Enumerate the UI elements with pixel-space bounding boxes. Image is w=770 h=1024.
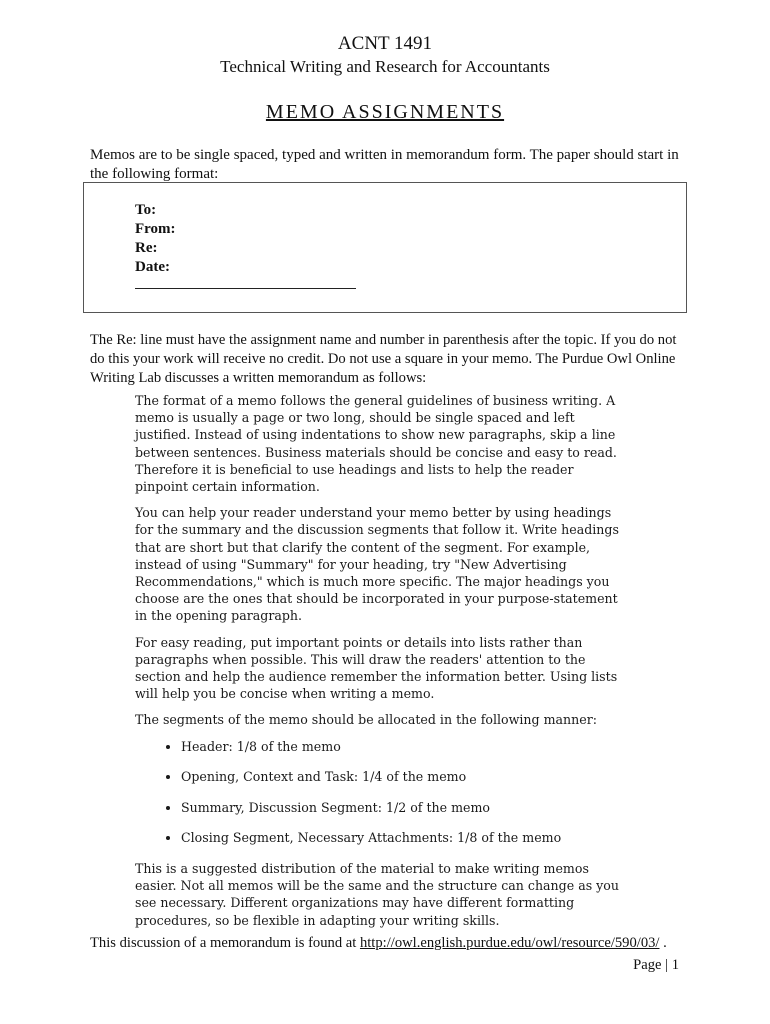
- page-title: MEMO ASSIGNMENTS: [265, 101, 505, 123]
- segment-list: [135, 738, 630, 847]
- re-field-label: Re:: [135, 240, 158, 256]
- reference-prefix: This discussion of a memorandum is found at: [90, 935, 360, 951]
- intro-paragraph: Memos are to be single spaced, typed and written in memorandum form. The paper should start in the following format:: [90, 147, 679, 182]
- re-line-instructions: The Re: line must have the assignment name and number in parenthesis after the topic. If you do not do this your work will receive no credit. Do not use a square in your memo. The Purdue Owl Online Writing Lab discusses a written memorandum as follows:: [90, 332, 677, 386]
- page-number: Page | 1: [633, 957, 679, 973]
- to-field-label: To:: [135, 202, 157, 218]
- list-item: • Opening, Context and Task: 1/4 of the memo: [181, 768, 630, 785]
- reference-suffix: .: [659, 935, 667, 951]
- course-code: ACNT 1491: [337, 33, 433, 54]
- memo-format-box: [83, 182, 687, 313]
- quote-paragraph: For easy reading, put important points or details into lists rather than paragraphs when possible. This will draw the readers' attention to the section and help the audience remember the information better. Using lists will help you be concise when writing a memo.: [135, 634, 618, 702]
- list-item: • Closing Segment, Necessary Attachments: 1/8 of the memo: [181, 829, 630, 846]
- list-item: • Summary, Discussion Segment: 1/2 of the memo: [181, 799, 630, 816]
- quote-paragraph: You can help your reader understand your memo better by using headings for the summary and the discussion segments that follow it. Write headings that are short but that clarify the content of the segment. For example, instead of using "Summary" for your heading, try "New Advertising Recommendations," which is much more specific. The major headings you choose are the ones that should be incorporated in your purpose-statement in the opening paragraph.: [135, 505, 619, 624]
- course-title: Technical Writing and Research for Accountants: [220, 57, 550, 76]
- reference-line: [90, 935, 700, 952]
- quote-paragraph: The format of a memo follows the general guidelines of business writing. A memo is usually a page or two long, should be single spaced and left justified. Instead of using indentations to show new paragraphs, skip a line between sentences. Business materials should be concise and easy to read. Therefore it is beneficial to use headings and lists to help the reader pinpoint certain information.: [135, 393, 617, 495]
- quote-paragraph: The segments of the memo should be allocated in the following manner:: [135, 712, 597, 728]
- signature-line: [135, 288, 356, 289]
- list-item: • Header: 1/8 of the memo: [181, 738, 630, 755]
- owl-quote-block: [135, 392, 630, 938]
- quote-closing-paragraph: This is a suggested distribution of the material to make writing memos easier. Not all memos will be the same and the structure can change as you see necessary. Different organizations may have different formatting procedures, so be flexible in adapting your writing skills.: [135, 861, 619, 928]
- date-field-label: Date:: [135, 259, 170, 275]
- from-field-label: From:: [135, 221, 176, 237]
- owl-reference-link[interactable]: http://owl.english.purdue.edu/owl/resource/590/03/: [359, 935, 660, 951]
